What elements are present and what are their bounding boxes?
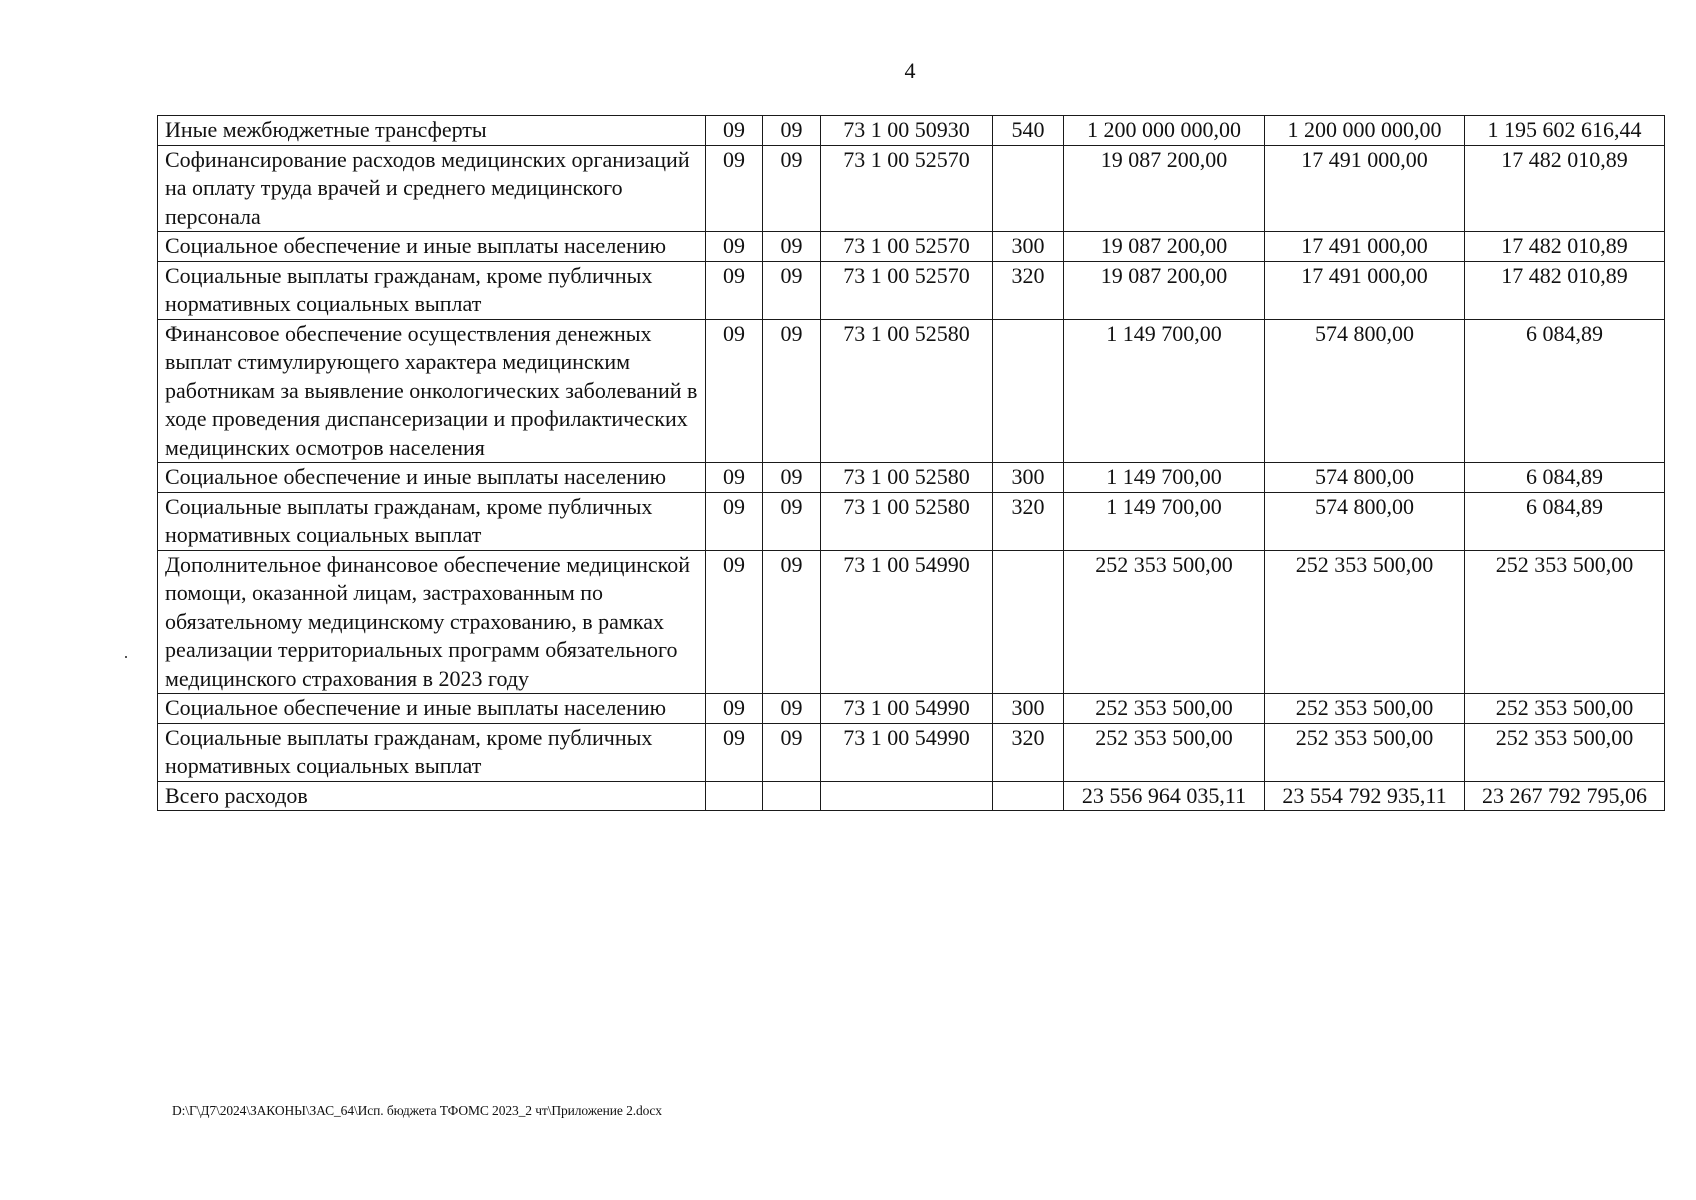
section-code-cell: 09: [706, 550, 763, 694]
amount-cell-1: 1 200 000 000,00: [1064, 116, 1265, 146]
amount-cell-2: 17 491 000,00: [1265, 232, 1465, 262]
amount-cell-1: 252 353 500,00: [1064, 723, 1265, 781]
amount-cell-3: 252 353 500,00: [1465, 723, 1665, 781]
expense-name-cell: Финансовое обеспечение осуществления денежных выплат стимулирующего характера медицинским работникам за выявление онкологических заболеваний в ходе проведения диспансеризации и профилактических медицинских осмотров населения: [158, 319, 706, 463]
subsection-code-cell: 09: [763, 463, 821, 493]
section-code-cell: 09: [706, 492, 763, 550]
section-code-cell: 09: [706, 232, 763, 262]
amount-cell-3: 6 084,89: [1465, 492, 1665, 550]
total-amount-cell-2: 23 554 792 935,11: [1265, 781, 1465, 811]
expense-name-cell: Социальное обеспечение и иные выплаты населению: [158, 232, 706, 262]
table-row: [158, 232, 1665, 262]
subsection-code-cell: 09: [763, 232, 821, 262]
expense-name-cell: Иные межбюджетные трансферты: [158, 116, 706, 146]
expense-type-cell: 300: [993, 232, 1064, 262]
section-code-cell: 09: [706, 694, 763, 724]
subsection-code-cell: 09: [763, 723, 821, 781]
amount-cell-2: 252 353 500,00: [1265, 550, 1465, 694]
expense-name-cell: Софинансирование расходов медицинских организаций на оплату труда врачей и среднего медицинского персонала: [158, 145, 706, 232]
amount-cell-3: 252 353 500,00: [1465, 550, 1665, 694]
budget-table-body: [158, 116, 1665, 811]
expense-type-cell: 320: [993, 723, 1064, 781]
target-article-cell: 73 1 00 54990: [821, 550, 993, 694]
subsection-code-cell: 09: [763, 550, 821, 694]
expense-type-cell: 300: [993, 694, 1064, 724]
target-article-cell: 73 1 00 52570: [821, 145, 993, 232]
subsection-code-cell: 09: [763, 261, 821, 319]
target-article-cell: 73 1 00 52570: [821, 232, 993, 262]
amount-cell-1: 19 087 200,00: [1064, 145, 1265, 232]
target-article-cell: [821, 781, 993, 811]
subsection-code-cell: 09: [763, 145, 821, 232]
footer-file-path: D:\Г\Д7\2024\ЗАКОНЫ\ЗАС_64\Исп. бюджета ТФОМС 2023_2 чт\Приложение 2.docx: [172, 1103, 662, 1118]
expense-name-cell: Социальные выплаты гражданам, кроме публичных нормативных социальных выплат: [158, 723, 706, 781]
section-code-cell: 09: [706, 463, 763, 493]
target-article-cell: 73 1 00 50930: [821, 116, 993, 146]
total-amount-cell-1: 23 556 964 035,11: [1064, 781, 1265, 811]
table-row: [158, 116, 1665, 146]
subsection-code-cell: [763, 781, 821, 811]
target-article-cell: 73 1 00 54990: [821, 723, 993, 781]
table-row: [158, 723, 1665, 781]
subsection-code-cell: 09: [763, 492, 821, 550]
total-label-cell: Всего расходов: [158, 781, 706, 811]
amount-cell-2: 17 491 000,00: [1265, 261, 1465, 319]
expense-type-cell: [993, 319, 1064, 463]
expense-name-cell: Дополнительное финансовое обеспечение медицинской помощи, оказанной лицам, застрахованным по обязательному медицинскому страхованию, в рамках реализации территориальных программ обязательного медицинского страхования в 2023 году: [158, 550, 706, 694]
amount-cell-1: 1 149 700,00: [1064, 492, 1265, 550]
amount-cell-1: 252 353 500,00: [1064, 694, 1265, 724]
amount-cell-2: 1 200 000 000,00: [1265, 116, 1465, 146]
amount-cell-3: 17 482 010,89: [1465, 261, 1665, 319]
table-row: [158, 261, 1665, 319]
section-code-cell: 09: [706, 116, 763, 146]
expense-name-cell: Социальные выплаты гражданам, кроме публичных нормативных социальных выплат: [158, 492, 706, 550]
section-code-cell: 09: [706, 261, 763, 319]
target-article-cell: 73 1 00 52570: [821, 261, 993, 319]
target-article-cell: 73 1 00 52580: [821, 463, 993, 493]
expense-type-cell: 320: [993, 492, 1064, 550]
budget-table: [157, 115, 1665, 811]
amount-cell-3: 252 353 500,00: [1465, 694, 1665, 724]
target-article-cell: 73 1 00 52580: [821, 492, 993, 550]
amount-cell-2: 574 800,00: [1265, 319, 1465, 463]
amount-cell-1: 1 149 700,00: [1064, 463, 1265, 493]
target-article-cell: 73 1 00 52580: [821, 319, 993, 463]
page-number: 4: [904, 58, 916, 83]
total-row: [158, 781, 1665, 811]
subsection-code-cell: 09: [763, 319, 821, 463]
expense-name-cell: Социальное обеспечение и иные выплаты населению: [158, 694, 706, 724]
amount-cell-3: 17 482 010,89: [1465, 232, 1665, 262]
table-row: [158, 694, 1665, 724]
table-row: [158, 550, 1665, 694]
expense-type-cell: [993, 550, 1064, 694]
amount-cell-3: 1 195 602 616,44: [1465, 116, 1665, 146]
expense-name-cell: Социальное обеспечение и иные выплаты населению: [158, 463, 706, 493]
amount-cell-1: 19 087 200,00: [1064, 261, 1265, 319]
section-code-cell: 09: [706, 145, 763, 232]
amount-cell-3: 6 084,89: [1465, 319, 1665, 463]
expense-type-cell: 540: [993, 116, 1064, 146]
table-row: [158, 492, 1665, 550]
section-code-cell: [706, 781, 763, 811]
amount-cell-2: 252 353 500,00: [1265, 723, 1465, 781]
amount-cell-2: 252 353 500,00: [1265, 694, 1465, 724]
amount-cell-1: 1 149 700,00: [1064, 319, 1265, 463]
table-row: [158, 463, 1665, 493]
total-amount-cell-3: 23 267 792 795,06: [1465, 781, 1665, 811]
table-row: [158, 319, 1665, 463]
amount-cell-1: 19 087 200,00: [1064, 232, 1265, 262]
amount-cell-3: 6 084,89: [1465, 463, 1665, 493]
expense-name-cell: Социальные выплаты гражданам, кроме публичных нормативных социальных выплат: [158, 261, 706, 319]
target-article-cell: 73 1 00 54990: [821, 694, 993, 724]
table-row: [158, 145, 1665, 232]
subsection-code-cell: 09: [763, 694, 821, 724]
expense-type-cell: [993, 145, 1064, 232]
subsection-code-cell: 09: [763, 116, 821, 146]
expense-type-cell: [993, 781, 1064, 811]
amount-cell-1: 252 353 500,00: [1064, 550, 1265, 694]
section-code-cell: 09: [706, 319, 763, 463]
expense-type-cell: 300: [993, 463, 1064, 493]
amount-cell-2: 574 800,00: [1265, 463, 1465, 493]
expense-type-cell: 320: [993, 261, 1064, 319]
amount-cell-3: 17 482 010,89: [1465, 145, 1665, 232]
section-code-cell: 09: [706, 723, 763, 781]
amount-cell-2: 574 800,00: [1265, 492, 1465, 550]
amount-cell-2: 17 491 000,00: [1265, 145, 1465, 232]
scan-speck: [125, 656, 127, 658]
